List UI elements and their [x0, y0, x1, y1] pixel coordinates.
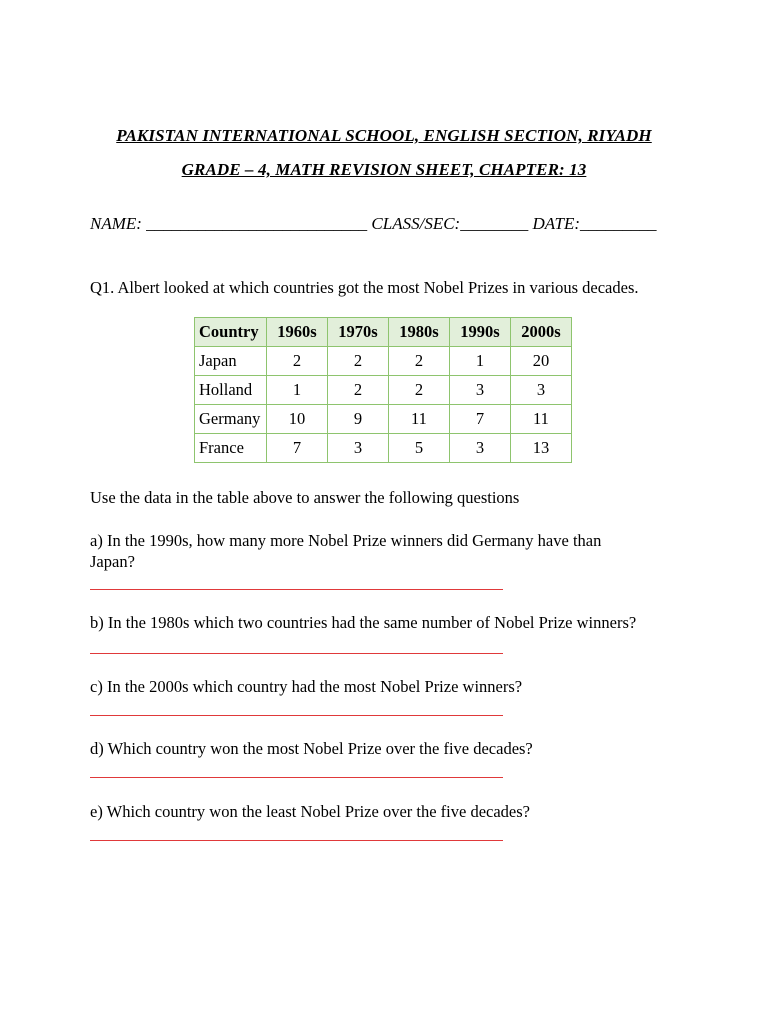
question-c: c) In the 2000s which country had the most Nobel Prize winners?	[90, 677, 523, 696]
value-cell: 1	[450, 347, 511, 376]
header-1990s: 1990s	[450, 318, 511, 347]
school-title: PAKISTAN INTERNATIONAL SCHOOL, ENGLISH SECTION, RIYADH	[116, 126, 652, 145]
answer-line-a	[90, 589, 503, 590]
instruction-text: Use the data in the table above to answer the following questions	[90, 488, 520, 507]
value-cell: 5	[389, 434, 450, 463]
question-d: d) Which country won the most Nobel Prize over the five decades?	[90, 739, 533, 758]
sheet-title: GRADE – 4, MATH REVISION SHEET, CHAPTER: 13	[181, 160, 587, 179]
value-cell: 3	[328, 434, 389, 463]
answer-line-d	[90, 777, 503, 778]
country-cell: Holland	[195, 376, 267, 405]
question-a: a) In the 1990s, how many more Nobel Prize winners did Germany have than Japan?	[90, 531, 602, 571]
table-row	[195, 434, 572, 463]
value-cell: 7	[267, 434, 328, 463]
table-row	[195, 347, 572, 376]
value-cell: 3	[450, 376, 511, 405]
value-cell: 13	[511, 434, 572, 463]
student-info-line: NAME: __________________________ CLASS/SEC:________ DATE:_________	[90, 214, 657, 233]
question-1: Q1. Albert looked at which countries got the most Nobel Prizes in various decades.	[90, 278, 639, 297]
header-1970s: 1970s	[328, 318, 389, 347]
country-cell: Germany	[195, 405, 267, 434]
answer-line-b	[90, 653, 503, 654]
question-b: b) In the 1980s which two countries had the same number of Nobel Prize winners?	[90, 613, 637, 632]
answer-line-e	[90, 840, 503, 841]
header-1960s: 1960s	[267, 318, 328, 347]
value-cell: 11	[389, 405, 450, 434]
nobel-prize-table	[194, 317, 572, 463]
value-cell: 2	[267, 347, 328, 376]
value-cell: 20	[511, 347, 572, 376]
value-cell: 11	[511, 405, 572, 434]
header-2000s: 2000s	[511, 318, 572, 347]
value-cell: 7	[450, 405, 511, 434]
value-cell: 3	[450, 434, 511, 463]
country-cell: Japan	[195, 347, 267, 376]
value-cell: 2	[328, 376, 389, 405]
value-cell: 3	[511, 376, 572, 405]
table-header-row	[195, 318, 572, 347]
value-cell: 1	[267, 376, 328, 405]
value-cell: 10	[267, 405, 328, 434]
header-country: Country	[195, 318, 267, 347]
answer-line-c	[90, 715, 503, 716]
header-1980s: 1980s	[389, 318, 450, 347]
question-e: e) Which country won the least Nobel Prize over the five decades?	[90, 802, 530, 821]
value-cell: 9	[328, 405, 389, 434]
table-row	[195, 376, 572, 405]
value-cell: 2	[389, 376, 450, 405]
table-row	[195, 405, 572, 434]
value-cell: 2	[328, 347, 389, 376]
value-cell: 2	[389, 347, 450, 376]
country-cell: France	[195, 434, 267, 463]
